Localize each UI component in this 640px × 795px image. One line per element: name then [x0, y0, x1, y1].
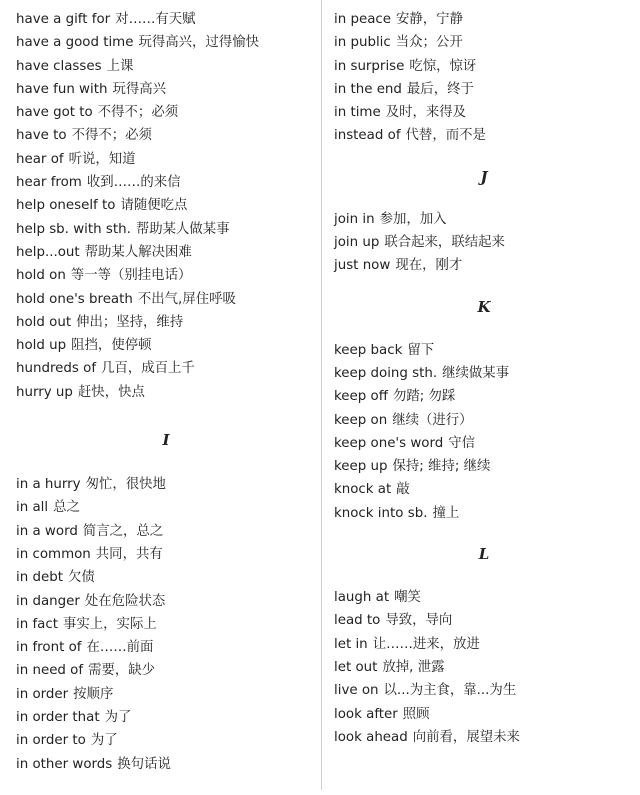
phrase-english: laugh at — [334, 590, 390, 606]
phrase-english: keep up — [334, 459, 388, 475]
phrase-chinese: 留下 — [407, 342, 435, 358]
phrase-chinese: 简言之，总之 — [82, 523, 164, 539]
spacer — [334, 525, 634, 541]
phrase-english: have a good time — [16, 35, 134, 51]
phrase-english: hold one's breath — [16, 291, 133, 307]
phrase-chinese: 以...为主食，靠...为生 — [383, 683, 517, 699]
phrase-chinese: 现在，刚才 — [395, 258, 463, 274]
phrase-entry — [334, 101, 634, 124]
phrase-english: in debt — [16, 570, 63, 586]
phrase-chinese: 听说，知道 — [68, 151, 136, 167]
phrase-chinese: 玩得高兴 — [112, 81, 167, 97]
phrase-english: have a gift for — [16, 12, 111, 27]
phrase-chinese: 当众；公开 — [395, 35, 463, 51]
phrase-english: have to — [16, 128, 67, 144]
spacer — [334, 278, 634, 294]
phrase-chinese: 事实上，实际上 — [63, 616, 157, 632]
phrase-entry — [16, 496, 316, 519]
phrase-entry — [334, 8, 634, 31]
spacer — [16, 453, 316, 473]
phrase-english: hurry up — [16, 384, 73, 400]
spacer — [334, 190, 634, 208]
phrase-chinese: 帮助某人解决困难 — [84, 244, 192, 260]
phrase-entry — [16, 241, 316, 264]
letter-heading-k: K — [477, 297, 491, 316]
phrase-entry — [334, 208, 634, 231]
phrase-entry — [16, 124, 316, 147]
phrase-chinese: 在……前面 — [86, 640, 154, 656]
phrase-chinese: 为了 — [104, 710, 132, 726]
phrase-chinese: 帮助某人做某事 — [135, 221, 230, 237]
phrase-chinese: 玩得高兴，过得愉快 — [138, 35, 259, 51]
phrase-english: keep on — [334, 412, 388, 428]
phrase-entry — [16, 636, 316, 659]
phrase-chinese: 不得不；必须 — [97, 105, 179, 121]
phrase-entry — [16, 8, 316, 31]
phrase-entry — [16, 264, 316, 287]
left-column — [16, 8, 316, 776]
phrase-english: keep off — [334, 389, 388, 405]
phrase-entry — [334, 362, 634, 385]
right-column — [334, 8, 634, 749]
phrase-english: just now — [334, 258, 391, 274]
phrase-entry — [334, 656, 634, 679]
phrase-chinese: 处在危险状态 — [84, 593, 166, 609]
phrase-group-k — [334, 339, 634, 525]
column-divider — [321, 0, 322, 790]
phrase-english: hold out — [16, 314, 72, 330]
phrase-chinese: 最后，终于 — [406, 81, 474, 97]
phrase-group-i — [16, 473, 316, 776]
phrase-entry — [16, 520, 316, 543]
phrase-entry — [334, 633, 634, 656]
phrase-english: hundreds of — [16, 361, 97, 377]
phrase-entry — [16, 706, 316, 729]
phrase-entry — [16, 218, 316, 241]
phrase-chinese: 及时，来得及 — [385, 105, 467, 121]
spacer — [334, 320, 634, 339]
phrase-entry — [16, 473, 316, 496]
phrase-english: have got to — [16, 105, 93, 121]
phrase-chinese: 嘲笑 — [394, 590, 421, 606]
phrase-english: look after — [334, 706, 398, 722]
phrase-chinese: 几百，成百上千 — [101, 361, 195, 377]
phrase-chinese: 向前看，展望未来 — [412, 729, 520, 745]
phrase-entry — [16, 311, 316, 334]
phrase-entry — [16, 78, 316, 101]
spacer — [16, 404, 316, 427]
phrase-chinese: 放掉, 泄露 — [382, 659, 445, 675]
phrase-entry — [16, 55, 316, 78]
phrase-english: in fact — [16, 616, 58, 632]
phrase-english: in common — [16, 546, 91, 562]
phrase-entry — [334, 703, 634, 726]
phrase-chinese: 为了 — [90, 733, 118, 749]
phrase-entry — [16, 590, 316, 613]
phrase-entry — [16, 357, 316, 380]
phrase-english: hold up — [16, 338, 67, 354]
phrase-chinese: 上课 — [106, 58, 134, 74]
phrase-chinese: 伸出；坚持，维持 — [76, 314, 184, 330]
phrase-english: hear of — [16, 151, 64, 167]
phrase-chinese: 不出气,屏住呼吸 — [137, 291, 236, 307]
phrase-entry — [16, 101, 316, 124]
phrase-group-i-continued — [334, 8, 634, 148]
phrase-entry — [16, 543, 316, 566]
phrase-entry — [16, 729, 316, 752]
letter-heading-j: J — [480, 167, 488, 186]
phrase-english: help sb. with sth. — [16, 221, 131, 237]
phrase-entry — [16, 334, 316, 357]
phrase-chinese: 安静，宁静 — [396, 12, 463, 27]
phrase-chinese: 按顺序 — [73, 686, 114, 702]
phrase-english: in public — [334, 35, 391, 51]
phrase-english: in peace — [334, 12, 392, 27]
spacer — [334, 567, 634, 586]
phrase-entry — [334, 124, 634, 147]
phrase-chinese: 参加，加入 — [379, 211, 447, 227]
phrase-entry — [334, 586, 634, 609]
phrase-chinese: 勿踏; 勿踩 — [392, 389, 456, 405]
phrase-english: in danger — [16, 593, 80, 609]
phrase-chinese: 让……进来，放进 — [372, 636, 480, 652]
phrase-entry — [16, 288, 316, 311]
phrase-english: knock at — [334, 482, 392, 498]
phrase-english: keep doing sth. — [334, 365, 438, 381]
phrase-english: in the end — [334, 81, 402, 97]
phrase-english: in front of — [16, 640, 82, 656]
phrase-entry — [334, 455, 634, 478]
phrase-chinese: 继续（进行） — [392, 412, 473, 428]
phrase-entry — [334, 31, 634, 54]
phrase-english: in order that — [16, 710, 100, 726]
phrase-english: knock into sb. — [334, 505, 428, 521]
phrase-chinese: 请随便吃点 — [120, 198, 188, 214]
phrase-chinese: 需要，缺少 — [88, 663, 156, 679]
phrase-entry — [334, 339, 634, 362]
phrase-english: in a word — [16, 523, 78, 539]
phrase-english: have classes — [16, 58, 102, 74]
phrase-entry — [16, 194, 316, 217]
phrase-chinese: 敲 — [396, 482, 410, 498]
phrase-entry — [334, 609, 634, 632]
phrase-entry — [16, 381, 316, 404]
phrase-chinese: 继续做某事 — [442, 365, 510, 381]
phrase-entry — [16, 613, 316, 636]
phrase-entry — [334, 55, 634, 78]
phrase-chinese: 导致，导向 — [385, 613, 453, 629]
phrase-english: keep one's word — [334, 435, 444, 451]
phrase-group-h — [16, 8, 316, 404]
phrase-english: join up — [334, 235, 380, 251]
phrase-entry — [16, 148, 316, 171]
phrase-chinese: 不得不；必须 — [71, 128, 152, 144]
phrase-english: let out — [334, 659, 378, 675]
phrase-entry — [16, 566, 316, 589]
phrase-entry — [334, 679, 634, 702]
phrase-chinese: 对……有天赋 — [115, 12, 196, 27]
phrase-chinese: 联合起来，联结起来 — [384, 235, 505, 251]
phrase-chinese: 撞上 — [432, 505, 460, 521]
phrase-entry — [16, 753, 316, 776]
phrase-english: hold on — [16, 268, 66, 284]
phrase-english: let in — [334, 636, 368, 652]
phrase-english: in other words — [16, 756, 113, 772]
phrase-group-j — [334, 208, 634, 278]
phrase-chinese: 收到……的来信 — [86, 175, 181, 191]
phrase-english: in a hurry — [16, 477, 81, 493]
phrase-english: have fun with — [16, 81, 108, 97]
phrase-entry — [334, 502, 634, 525]
phrase-english: lead to — [334, 613, 381, 629]
phrase-chinese: 共同，共有 — [95, 546, 163, 562]
phrase-chinese: 代替，而不是 — [405, 128, 486, 144]
phrase-entry — [334, 432, 634, 455]
spacer — [334, 148, 634, 164]
phrase-group-l — [334, 586, 634, 749]
phrase-english: help oneself to — [16, 198, 116, 214]
phrase-english: instead of — [334, 128, 401, 144]
phrase-english: in order — [16, 686, 69, 702]
phrase-chinese: 守信 — [448, 435, 476, 451]
phrase-english: keep back — [334, 342, 403, 358]
phrase-entry — [334, 409, 634, 432]
phrase-chinese: 匆忙，很快地 — [85, 477, 166, 493]
phrase-english: hear from — [16, 175, 82, 191]
phrase-chinese: 赶快，快点 — [77, 384, 145, 400]
phrase-english: live on — [334, 683, 379, 699]
phrase-entry — [334, 478, 634, 501]
phrase-chinese: 保持; 维持; 继续 — [392, 459, 491, 475]
phrase-chinese: 总之 — [53, 500, 80, 516]
phrase-chinese: 换句话说 — [117, 756, 171, 772]
phrase-entry — [16, 683, 316, 706]
phrase-chinese: 吃惊，惊讶 — [409, 58, 477, 74]
phrase-english: in time — [334, 105, 381, 121]
phrase-entry — [334, 726, 634, 749]
phrase-entry — [16, 659, 316, 682]
phrase-english: in surprise — [334, 58, 405, 74]
phrase-english: look ahead — [334, 729, 408, 745]
phrase-chinese: 欠债 — [67, 570, 95, 586]
phrase-english: help...out — [16, 244, 80, 260]
phrase-chinese: 阻挡，使停顿 — [71, 338, 152, 354]
phrase-entry — [334, 78, 634, 101]
phrase-chinese: 照顾 — [402, 706, 430, 722]
phrase-english: join in — [334, 211, 375, 227]
phrase-entry — [334, 385, 634, 408]
phrase-entry — [334, 254, 634, 277]
phrase-english: in all — [16, 500, 49, 516]
phrase-english: in order to — [16, 733, 86, 749]
letter-heading-l: L — [478, 545, 490, 564]
letter-heading-i: I — [162, 431, 170, 450]
phrase-chinese: 等一等（别挂电话） — [70, 268, 192, 284]
phrase-entry — [334, 231, 634, 254]
phrase-entry — [16, 31, 316, 54]
phrase-english: in need of — [16, 663, 84, 679]
phrase-entry — [16, 171, 316, 194]
